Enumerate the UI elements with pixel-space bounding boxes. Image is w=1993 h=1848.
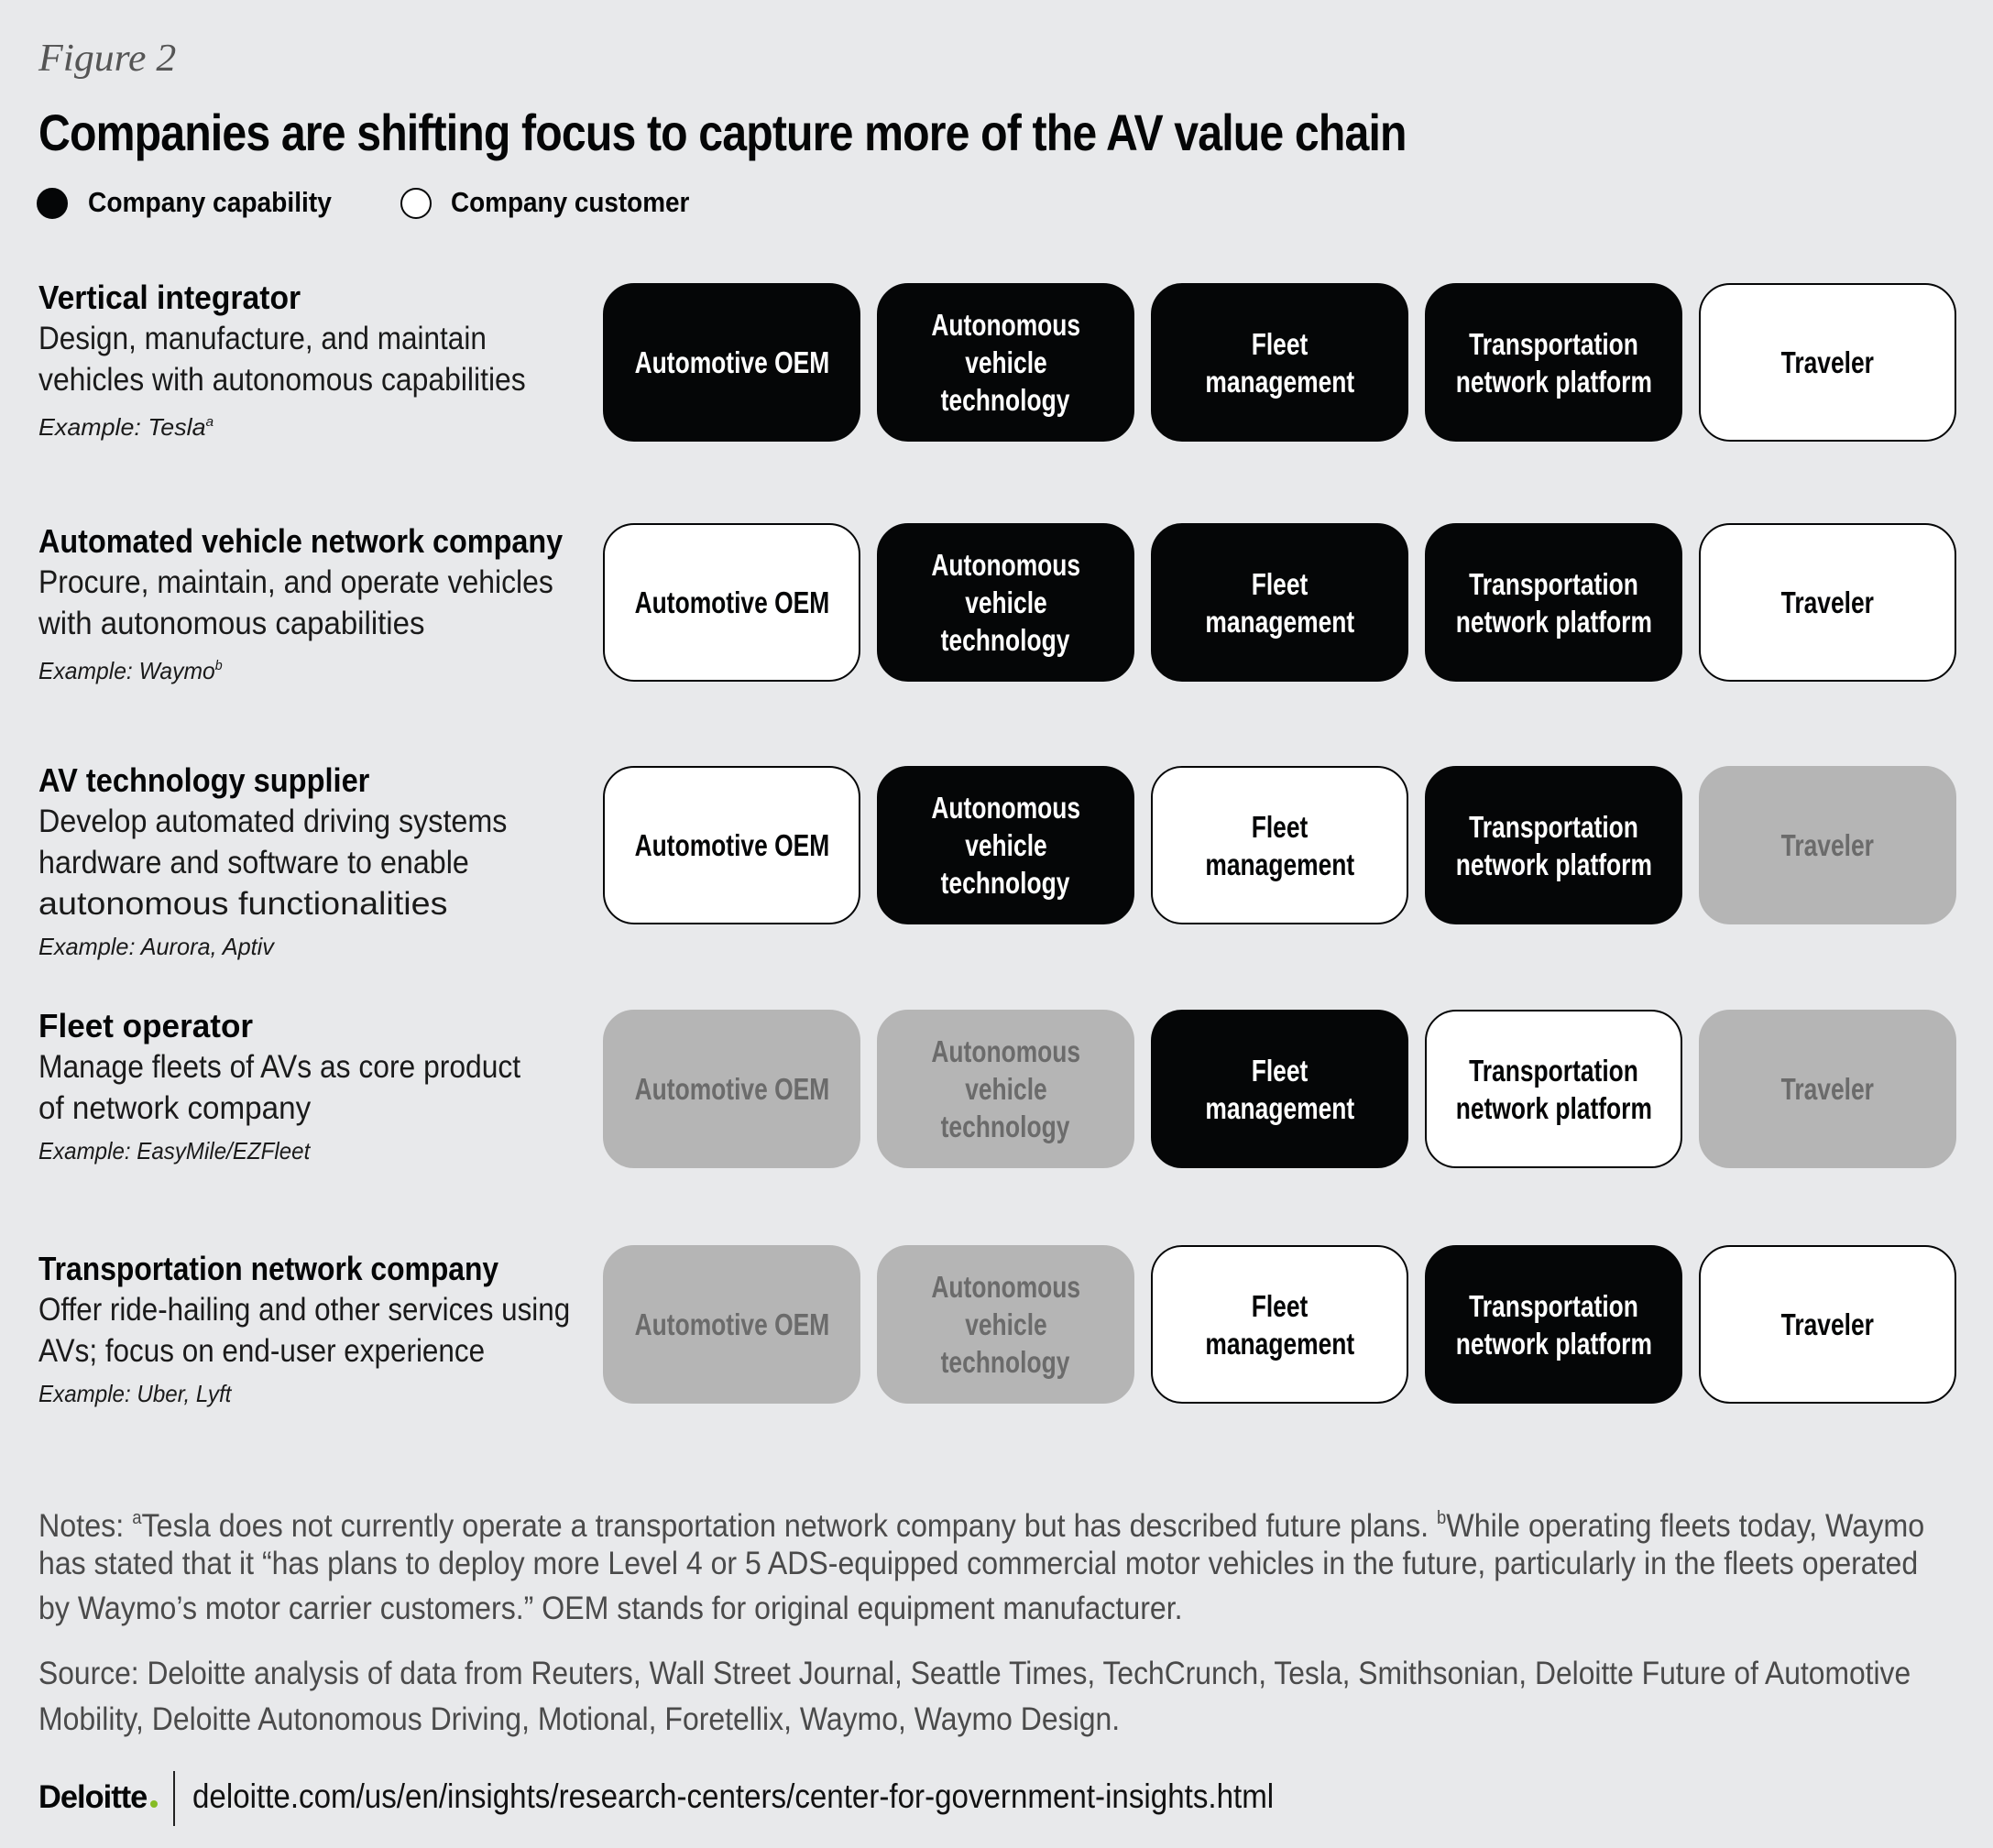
chain-box-automotive-oem — [603, 766, 860, 924]
row-description-text: of network company — [38, 1090, 312, 1126]
footer-url-link[interactable] — [192, 1777, 1400, 1816]
row-example-text: Example: Waymo — [38, 657, 215, 684]
chain-box-fleet-management — [1151, 523, 1408, 682]
row-info — [38, 521, 621, 686]
footnote-a-marker: a — [132, 1508, 142, 1528]
chain-box-label: technology — [941, 1345, 1070, 1379]
chain-box-fleet-management — [1151, 283, 1408, 442]
row-description-line — [38, 842, 546, 883]
chain-box-transportation-network-platform — [1425, 523, 1682, 682]
footer-url-text: deloitte.com/us/en/insights/research-centers/center-for-government-insights.html — [192, 1777, 1275, 1815]
chain-box-label: Traveler — [1780, 828, 1875, 862]
row-heading — [38, 278, 574, 318]
legend-customer-swatch-icon — [400, 188, 432, 219]
row-info — [38, 760, 546, 967]
chain-box-label: technology — [941, 623, 1070, 657]
row-description-text: hardware and software to enable — [38, 845, 469, 880]
chain-box-label: Autonomous — [931, 1034, 1080, 1068]
chain-box-transportation-network-platform — [1425, 283, 1682, 442]
row-heading-text: Automated vehicle network company — [38, 522, 564, 560]
chain-box-label: vehicle — [964, 1072, 1047, 1106]
row-example — [38, 926, 546, 967]
row-heading-text: Transportation network company — [38, 1250, 499, 1287]
row-heading — [38, 1249, 631, 1289]
row-description-text: Offer ride-hailing and other services using — [38, 1292, 571, 1328]
chain-box-traveler — [1699, 523, 1956, 682]
row-description-line — [38, 883, 546, 924]
chain-box-label: management — [1205, 847, 1354, 881]
legend-customer-label: Company customer — [451, 186, 690, 218]
chain-box-traveler — [1699, 766, 1956, 924]
row-description-line — [38, 1088, 569, 1129]
chart-title — [38, 103, 1626, 162]
footnote-b-marker: b — [1437, 1508, 1447, 1528]
logo-green-dot-icon — [150, 1800, 158, 1808]
figure-label-text: Figure 2 — [38, 38, 177, 80]
row-heading-text: Fleet operator — [38, 1007, 254, 1044]
chain-box-automotive-oem — [603, 283, 860, 442]
row-description-text: AVs; focus on end-user experience — [38, 1333, 486, 1369]
chain-box-transportation-network-platform — [1425, 1245, 1682, 1404]
row-example — [38, 402, 574, 443]
chain-box-label: Autonomous — [931, 1270, 1080, 1304]
row-example-text: Example: EasyMile/EZFleet — [38, 1137, 311, 1165]
notes-line-2 — [38, 1541, 1993, 1587]
source-line-1-text: Source: Deloitte analysis of data from Reuters, Wall Street Journal, Seattle Times, TechCrunch, Tesla, Smithsonian, Deloitte Future of Automotive — [38, 1656, 1911, 1691]
chain-box-label: technology — [941, 866, 1070, 900]
chain-box-label: Traveler — [1780, 345, 1875, 379]
deloitte-logo — [38, 1779, 158, 1816]
chain-box-label: Fleet — [1251, 1288, 1309, 1323]
chain-box-label: Transportation — [1469, 809, 1638, 844]
row-heading — [38, 521, 621, 562]
chain-box-label: network platform — [1455, 1326, 1652, 1361]
chain-box-fleet-management — [1151, 766, 1408, 924]
row-info — [38, 278, 574, 443]
chain-box-label: network platform — [1455, 364, 1652, 399]
chain-box-label: management — [1205, 1326, 1354, 1361]
footnote-a-text: Tesla does not currently operate a transportation network company but has described future plans. — [141, 1508, 1438, 1544]
chain-box-label: Fleet — [1251, 1053, 1309, 1088]
chain-box-label: Autonomous — [931, 308, 1080, 342]
chain-box-label: Fleet — [1251, 809, 1309, 844]
source-line-2 — [38, 1697, 1222, 1743]
chain-box-label: vehicle — [964, 585, 1047, 619]
chain-box-traveler — [1699, 283, 1956, 442]
footnote-marker: a — [205, 414, 214, 430]
chain-box-label: management — [1205, 1090, 1354, 1125]
chain-box-label: vehicle — [964, 828, 1047, 862]
row-description-line — [38, 1046, 569, 1088]
row-description-line — [38, 1330, 631, 1372]
chain-box-autonomous-vehicle-technology — [877, 523, 1134, 682]
chain-box-label: management — [1205, 364, 1354, 399]
notes-line-2-text: has stated that it “has plans to deploy more Level 4 or 5 ADS-equipped commercial motor vehicles in the future, particularly in the fleets operated — [38, 1546, 1919, 1581]
row-description-line — [38, 801, 546, 842]
chain-box-label: vehicle — [964, 345, 1047, 379]
chain-box-label: technology — [941, 1110, 1070, 1143]
row-description-text: vehicles with autonomous capabilities — [38, 362, 526, 398]
chain-box-label: technology — [941, 383, 1070, 417]
legend-capability-swatch-icon — [37, 188, 68, 219]
chain-box-traveler — [1699, 1245, 1956, 1404]
row-description-text: Procure, maintain, and operate vehicles — [38, 564, 553, 600]
chain-box-autonomous-vehicle-technology — [877, 283, 1134, 442]
notes-line-3-text: by Waymo’s motor carrier customers.” OEM stands for original equipment manufacturer. — [38, 1591, 1183, 1626]
row-description-line — [38, 318, 574, 359]
row-description-line — [38, 1289, 631, 1330]
chain-box-label: Automotive OEM — [634, 585, 829, 619]
source-line-2-text: Mobility, Deloitte Autonomous Driving, Motional, Foretellix, Waymo, Waymo Design. — [38, 1701, 1121, 1737]
chain-box-label: Automotive OEM — [634, 1307, 829, 1341]
legend-capability — [88, 186, 356, 219]
row-heading-text: Vertical integrator — [38, 279, 301, 316]
chart-title-text: Companies are shifting focus to capture more of the AV value chain — [38, 104, 1407, 161]
row-description-line — [38, 359, 574, 400]
chain-box-fleet-management — [1151, 1010, 1408, 1168]
chain-box-automotive-oem — [603, 523, 860, 682]
chain-box-label: Traveler — [1780, 1072, 1875, 1106]
chain-box-label: Autonomous — [931, 791, 1080, 825]
chain-box-label: network platform — [1455, 847, 1652, 881]
chain-box-automotive-oem — [603, 1010, 860, 1168]
footnote-marker: b — [214, 658, 223, 673]
chain-box-label: Transportation — [1469, 566, 1638, 601]
chain-box-label: Traveler — [1780, 1307, 1875, 1341]
legend-capability-label: Company capability — [88, 186, 332, 218]
chain-box-label: Fleet — [1251, 326, 1309, 361]
chain-box-autonomous-vehicle-technology — [877, 1245, 1134, 1404]
notes-prefix: Notes: — [38, 1508, 133, 1544]
chain-box-fleet-management — [1151, 1245, 1408, 1404]
chain-box-label: network platform — [1455, 604, 1652, 639]
notes-line-3 — [38, 1586, 1287, 1632]
notes-line-1 — [38, 1495, 1993, 1544]
chain-box-label: network platform — [1455, 1090, 1652, 1125]
row-heading — [38, 760, 546, 801]
row-description-text: autonomous functionalities — [38, 886, 448, 922]
row-description-text: Develop automated driving systems — [38, 804, 508, 839]
chain-box-label: Automotive OEM — [634, 1072, 829, 1106]
chain-box-label: Transportation — [1469, 1053, 1638, 1088]
footnote-b-text: While operating fleets today, Waymo — [1446, 1508, 1925, 1544]
chain-box-label: vehicle — [964, 1307, 1047, 1341]
row-example — [38, 646, 621, 686]
footer-divider — [173, 1771, 175, 1826]
row-example-text: Example: Aurora, Aptiv — [38, 933, 274, 960]
row-description-line — [38, 603, 621, 644]
row-example — [38, 1131, 569, 1171]
row-description-line — [38, 562, 621, 603]
row-heading-text: AV technology supplier — [38, 761, 370, 799]
chain-box-transportation-network-platform — [1425, 766, 1682, 924]
chain-box-label: Autonomous — [931, 548, 1080, 582]
chain-box-label: Automotive OEM — [634, 828, 829, 862]
deloitte-logo-text: Deloitte — [38, 1779, 148, 1815]
row-info — [38, 1249, 631, 1414]
chain-box-label: Traveler — [1780, 585, 1875, 619]
row-info — [38, 1006, 569, 1171]
chain-box-autonomous-vehicle-technology — [877, 1010, 1134, 1168]
row-example — [38, 1373, 631, 1414]
legend-customer — [451, 186, 716, 219]
row-description-text: Design, manufacture, and maintain — [38, 321, 487, 356]
chain-box-label: Transportation — [1469, 326, 1638, 361]
chain-box-label: management — [1205, 604, 1354, 639]
chain-box-automotive-oem — [603, 1245, 860, 1404]
chain-box-transportation-network-platform — [1425, 1010, 1682, 1168]
row-heading — [38, 1006, 569, 1046]
figure-label — [38, 37, 177, 81]
chain-box-label: Fleet — [1251, 566, 1309, 601]
row-description-text: Manage fleets of AVs as core product — [38, 1049, 521, 1085]
row-description-text: with autonomous capabilities — [38, 606, 425, 641]
row-example-text: Example: Uber, Lyft — [38, 1380, 232, 1407]
chain-box-label: Transportation — [1469, 1288, 1638, 1323]
source-line-1 — [38, 1651, 1993, 1697]
chain-box-traveler — [1699, 1010, 1956, 1168]
chain-box-autonomous-vehicle-technology — [877, 766, 1134, 924]
row-example-text: Example: Tesla — [38, 413, 206, 441]
chain-box-label: Automotive OEM — [634, 345, 829, 379]
